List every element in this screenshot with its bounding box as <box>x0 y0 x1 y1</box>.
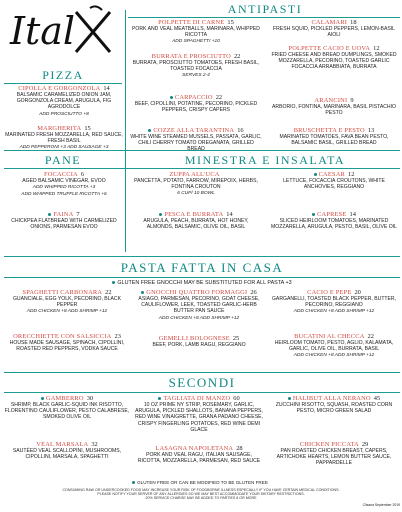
item-description: SLICED HEIRLOOM TOMATOES, MARINATED MOZZARELLA, ARUGULA, PESTO, BASIL, OLIVE OIL <box>271 218 397 231</box>
item-price: 29 <box>361 441 369 448</box>
item-price: 14 <box>349 211 356 218</box>
divider <box>4 256 400 257</box>
antipasti-item <box>268 46 400 71</box>
item-name: BUCATINI AL CHECCA <box>294 333 365 340</box>
antipasti-item <box>268 98 400 116</box>
secondi-item <box>4 442 130 460</box>
item-price: 28 <box>236 445 243 452</box>
footer-service-charge: 20% SERVICE CHARGE MAY BE ADDED TO PARTIES 8 OR MORE <box>145 496 257 501</box>
item-name: POLPETTE DI CARNE <box>158 19 225 26</box>
item-description: PORK AND VEAL MEATBALLS, MARINARA, WHIPPED RICOTTA <box>132 26 260 39</box>
item-price: 14 <box>103 85 110 92</box>
item-name: TAGLIATA DI MANZO <box>163 395 231 402</box>
secondi-item <box>268 396 400 414</box>
item-name: VEAL MARSALA <box>36 441 89 448</box>
item-addon: SERVES 2-4 <box>182 73 210 79</box>
item-description: ASIAGO, PARMESAN, PECORINO, GOAT CHEESE, CAULIFLOWER, LEEK, TOASTED GARLIC-HERB BUTTER PAN SAUCE <box>138 296 260 315</box>
item-name: LASAGNA NAPOLETANA <box>155 445 234 452</box>
item-price: 20 <box>354 289 361 296</box>
gluten-free-icon <box>48 213 51 216</box>
item-name: CAESAR <box>318 171 346 178</box>
secondi-item <box>134 446 264 464</box>
item-name: GNOCCHI QUATTRO FORMAGGI <box>146 289 248 296</box>
item-description: BEEF, CIPOLLINI, POTATINE, PECORINO, PICKLED PEPPERS, CRISPY CAPERS <box>134 101 258 114</box>
divider <box>4 372 400 373</box>
gluten-free-icon <box>312 213 315 216</box>
pane-item <box>4 212 124 230</box>
divider <box>4 392 400 393</box>
antipasti-item <box>268 128 400 146</box>
antipasti-item <box>130 20 262 45</box>
item-description: AGED BALSAMIC VINEGAR, EVOO <box>22 178 106 184</box>
item-addon: ADD CHICKEN +8 ADD SHRIMP +12 <box>293 309 375 315</box>
item-name: CAPRESE <box>317 211 347 218</box>
item-addon: ADD PEPPERONI +3 ADD SAUSAGE +3 <box>19 145 109 151</box>
gluten-free-icon <box>314 173 317 176</box>
item-name: CACIO E PEPE <box>307 289 352 296</box>
item-description: BURRATA, PROSCIUTTO TOMATOES, FRESH BASIL, TOASTED FOCACCIA <box>132 60 260 73</box>
item-description: ARBORIO, FONTINA, MARINARA, BASIL PISTACHIO PESTO <box>272 104 396 117</box>
item-description: MARINATED TOMATOES, FAVA BEAN PESTO, BALSAMIC BASIL, GRILLED BREAD <box>279 134 389 147</box>
pizza-heading: PIZZA <box>42 68 84 82</box>
divider <box>4 277 400 278</box>
italy-logo <box>6 2 114 58</box>
antipasti-item <box>130 95 262 113</box>
item-name: GAMBERRO <box>45 395 84 402</box>
item-name: CARPACCIO <box>174 94 213 101</box>
item-name: CHICKEN PICCATA <box>299 441 359 448</box>
item-addon: ADD CHICKEN +8 ADD SHRIMP +12 <box>293 353 375 359</box>
item-description: HOUSE MADE SAUSAGE, SPINACH, CIPOLLINI, ROASTED RED PEPPERS, VODKA SAUCE <box>9 340 125 353</box>
svg-text:Ital: Ital <box>10 9 76 53</box>
antipasti-item <box>268 20 400 38</box>
item-addon: 6 CUP/ 10 BOWL <box>177 191 215 197</box>
divider <box>4 150 400 151</box>
pasta-item <box>4 334 130 352</box>
item-description: 10 OZ PRIME NY STRIP, ROSEMARY, GARLIC, ARUGULA, PICKLED SHALLOTS, BANANA PEPPERS, RED WINE VINAIGRETTE, GRANA PADANO CHEESE, CRISPY FINGERLING POTATOES, RED WINE DEMI GLACE <box>135 402 263 433</box>
secondi-item <box>4 396 130 421</box>
item-price: 12 <box>373 45 380 52</box>
item-name: BRUSCHETTA E PESTO <box>293 127 365 134</box>
item-price: 22 <box>367 333 374 340</box>
item-name: CALAMARI <box>311 19 348 26</box>
item-addon: ADD SPAGHETTI +10 <box>172 39 220 45</box>
pasta-item <box>268 334 400 359</box>
item-price: 22 <box>105 289 112 296</box>
item-price: 60 <box>233 395 240 402</box>
item-price: 15 <box>84 125 91 132</box>
pane-heading: PANE <box>44 153 82 167</box>
item-description: CHICKPEA FLATBREAD WITH CARMELIZED ONIONS, PARMESAN EVOO <box>11 218 117 231</box>
item-description: HEIRLOOM TOMATO, PESTO, AGLIO, KALAMATA, GARLIC, OLIVE OIL, BURRATA, BASIL <box>274 340 394 353</box>
item-name: GEMELLI BOLOGNESE <box>158 335 230 342</box>
item-description: SHRIMP, BLACK GARLIC-SQUID INK RISOTTO, FLORENTINO CAULIFLOWER, PESTO CALABRESE, SMOKED OLIVE OIL <box>4 402 130 421</box>
minestra-item <box>130 172 262 197</box>
pizza-item <box>4 86 124 118</box>
item-addon: ADD CHICKEN +8 ADD SHRIMP +12 <box>158 315 240 321</box>
item-name: CIPOLLA E GORGONZOLA <box>18 85 101 92</box>
item-price: 45 <box>373 395 381 402</box>
item-description: FRESH SQUID, PICKLED PEPPERS, LEMON-BASIL AIOLI <box>273 26 395 39</box>
pasta-item <box>134 290 264 322</box>
item-price: 32 <box>91 441 98 448</box>
pasta-item <box>268 290 400 315</box>
pasta-heading: PASTA FATTA IN CASA <box>120 260 284 275</box>
item-description: GARGANELLI, TOASTED BLACK PEPPER, BUTTER, PECORINO, REGGIANO <box>271 296 397 309</box>
item-name: HALIBUT ALLA NERANO <box>292 395 371 402</box>
pizza-item <box>4 126 124 151</box>
divider <box>128 17 400 18</box>
item-price: 12 <box>348 171 355 178</box>
item-price: 16 <box>237 127 244 134</box>
item-description: LETTUCE, FOCACCIA CROUTONS, WHITE ANCHOVIES, REGGIANO <box>283 178 385 191</box>
gluten-free-icon <box>141 291 144 294</box>
pasta-note-text: GLUTEN FREE GNOCCHI MAY BE SUBSTITUTED FOR ALL PASTA +3 <box>117 280 292 286</box>
item-price: 7 <box>76 211 80 218</box>
gluten-free-icon <box>132 481 135 484</box>
item-description: BEEF, PORK, LAMB RAGU, REGGIANO <box>152 342 246 348</box>
item-description: ARUGULA, PEACH, BURRATA, HOT HONEY, ALMONDS, BALSAMIC, OLIVE OIL, BASIL <box>143 218 249 231</box>
item-addon: ADD WHIPPED RICOTTA +3 ADD WHIPPED TRUFFLE RICOTTA +6 <box>21 185 107 198</box>
item-description: SAUTÉED VEAL SCALLOPINI, MUSHROOMS, CIPOLLINI, MARSALA, SPAGHETTI <box>12 448 122 461</box>
secondi-heading: SECONDI <box>168 375 236 390</box>
item-price: 18 <box>350 19 357 26</box>
item-price: 15 <box>227 19 234 26</box>
item-name: ORECCHIETTE CON SALSICCIA <box>13 333 112 340</box>
footer-disclaimer: CONSUMING RAW OR UNDERCOOKED FOOD MAY INCREASE YOUR RISK OF FOODBORNE ILLNESS ESPECIALLY IF YOU HAVE CERTAIN MEDICAL CONDITIONS. <box>62 488 340 492</box>
item-description: ZUCCHINI RISOTTO, SQUASH, ROASTED CORN PESTO, MICRO GREEN SALAD <box>275 402 393 415</box>
item-price: 9 <box>350 97 354 104</box>
item-description: PAN ROASTED CHICKEN BREAST, CAPERS, ARTICHOKE HEARTS, LEMON BUTTER SAUCE, PAPPARDELLE <box>276 448 392 467</box>
item-addon: ADD CHICKEN +8 ADD SHRIMP +12 <box>26 309 108 315</box>
item-description: FRIED CHEESE AND BREAD DUMPLINGS, SMOKED MOZZARELLA, PECORINO, TOASTED GARLIC FOCACCIA ARRABBIATA, BURRATA <box>271 52 397 71</box>
divider <box>4 83 122 84</box>
item-name: BURRATA E PROSCIUTTO <box>151 53 231 60</box>
secondi-item <box>268 442 400 467</box>
item-price: 23 <box>114 333 121 340</box>
item-description: GUANCIALE, EGG YOLK, PECORINO, BLACK PEPPER <box>12 296 122 309</box>
minestra-heading: MINESTRA E INSALATA <box>184 153 346 167</box>
pasta-note <box>4 280 400 286</box>
gluten-free-icon <box>170 96 173 99</box>
antipasti-item <box>130 54 262 79</box>
pasta-item <box>4 290 130 315</box>
item-description: PORK AND VEAL RAGU, ITALIAN SAUSAGE, RICOTTA, MOZZARELLA, PARMESAN, RED SAUCE <box>137 452 261 465</box>
item-name: POLPETTE CACIO E UOVA <box>288 45 371 52</box>
item-name: FAINA <box>53 211 74 218</box>
gluten-free-icon <box>148 129 151 132</box>
item-price: 22 <box>233 53 241 60</box>
antipasti-heading: ANTIPASTI <box>227 2 303 16</box>
minestra-item <box>130 212 262 230</box>
gluten-free-icon <box>158 397 161 400</box>
item-price: 22 <box>215 94 223 101</box>
footer-date: Clisana September 2019 <box>362 503 400 507</box>
item-price: 13 <box>367 127 375 134</box>
divider <box>4 168 400 169</box>
item-name: COZZE ALLA TARANTINA <box>153 127 235 134</box>
gluten-free-icon <box>288 397 291 400</box>
item-price: 25 <box>232 335 240 342</box>
item-addon: ADD PROSCIUTTO +8 <box>39 111 89 117</box>
item-name: ARANCINI <box>314 97 348 104</box>
item-name: SPAGHETTI CARBONARA <box>22 289 103 296</box>
secondi-note-text: GLUTEN FREE OR CAN BE MODIFIED TO BE GLUTEN FREE <box>137 480 268 485</box>
secondi-item <box>134 396 264 433</box>
secondi-note <box>120 480 280 485</box>
minestra-item <box>268 172 400 190</box>
gluten-free-icon <box>41 397 44 400</box>
item-name: PESCA E BURRATA <box>164 211 224 218</box>
item-name: MARGHERITA <box>37 125 82 132</box>
pasta-item <box>134 336 264 348</box>
item-description: WHITE WINE STEAMED MUSSELS, PASSATA, GARLIC, CHILI CHERRY TOMATO OREGANATA, GRILLED BREAD <box>130 134 262 153</box>
item-description: PANCETTA, POTATO, FARROW, MIREPOIX, HERBS, FONTINA CROUTON <box>134 178 258 191</box>
gluten-free-icon <box>112 281 115 284</box>
item-price: 6 <box>80 171 85 178</box>
item-name: ZUPPA ALL'UCA <box>169 171 220 178</box>
footer-allergy: PLEASE NOTIFY YOUR SERVER OF ANY ALLERGIES SO WE MAY BEST ACCOMMODATE YOUR DIETARY RESTRICTIONS. <box>97 492 305 497</box>
item-description: BALSAMIC CARAMELIZED ONION JAM, GORGONZOLA CREAM, ARUGULA, FIG AGRODOLCE <box>16 92 112 111</box>
minestra-item <box>268 212 400 230</box>
item-price: 26 <box>250 289 257 296</box>
item-name: FOCACCIA <box>43 171 78 178</box>
item-price: 30 <box>86 395 94 402</box>
antipasti-item <box>130 128 262 153</box>
item-description: MARINATED FRESH MOZZARELLA, RED SAUCE, FRESH BASIL <box>5 132 123 145</box>
item-price: 14 <box>226 211 233 218</box>
column-divider <box>125 152 126 252</box>
footer <box>60 488 342 501</box>
gluten-free-icon <box>159 213 162 216</box>
pane-item <box>4 172 124 198</box>
